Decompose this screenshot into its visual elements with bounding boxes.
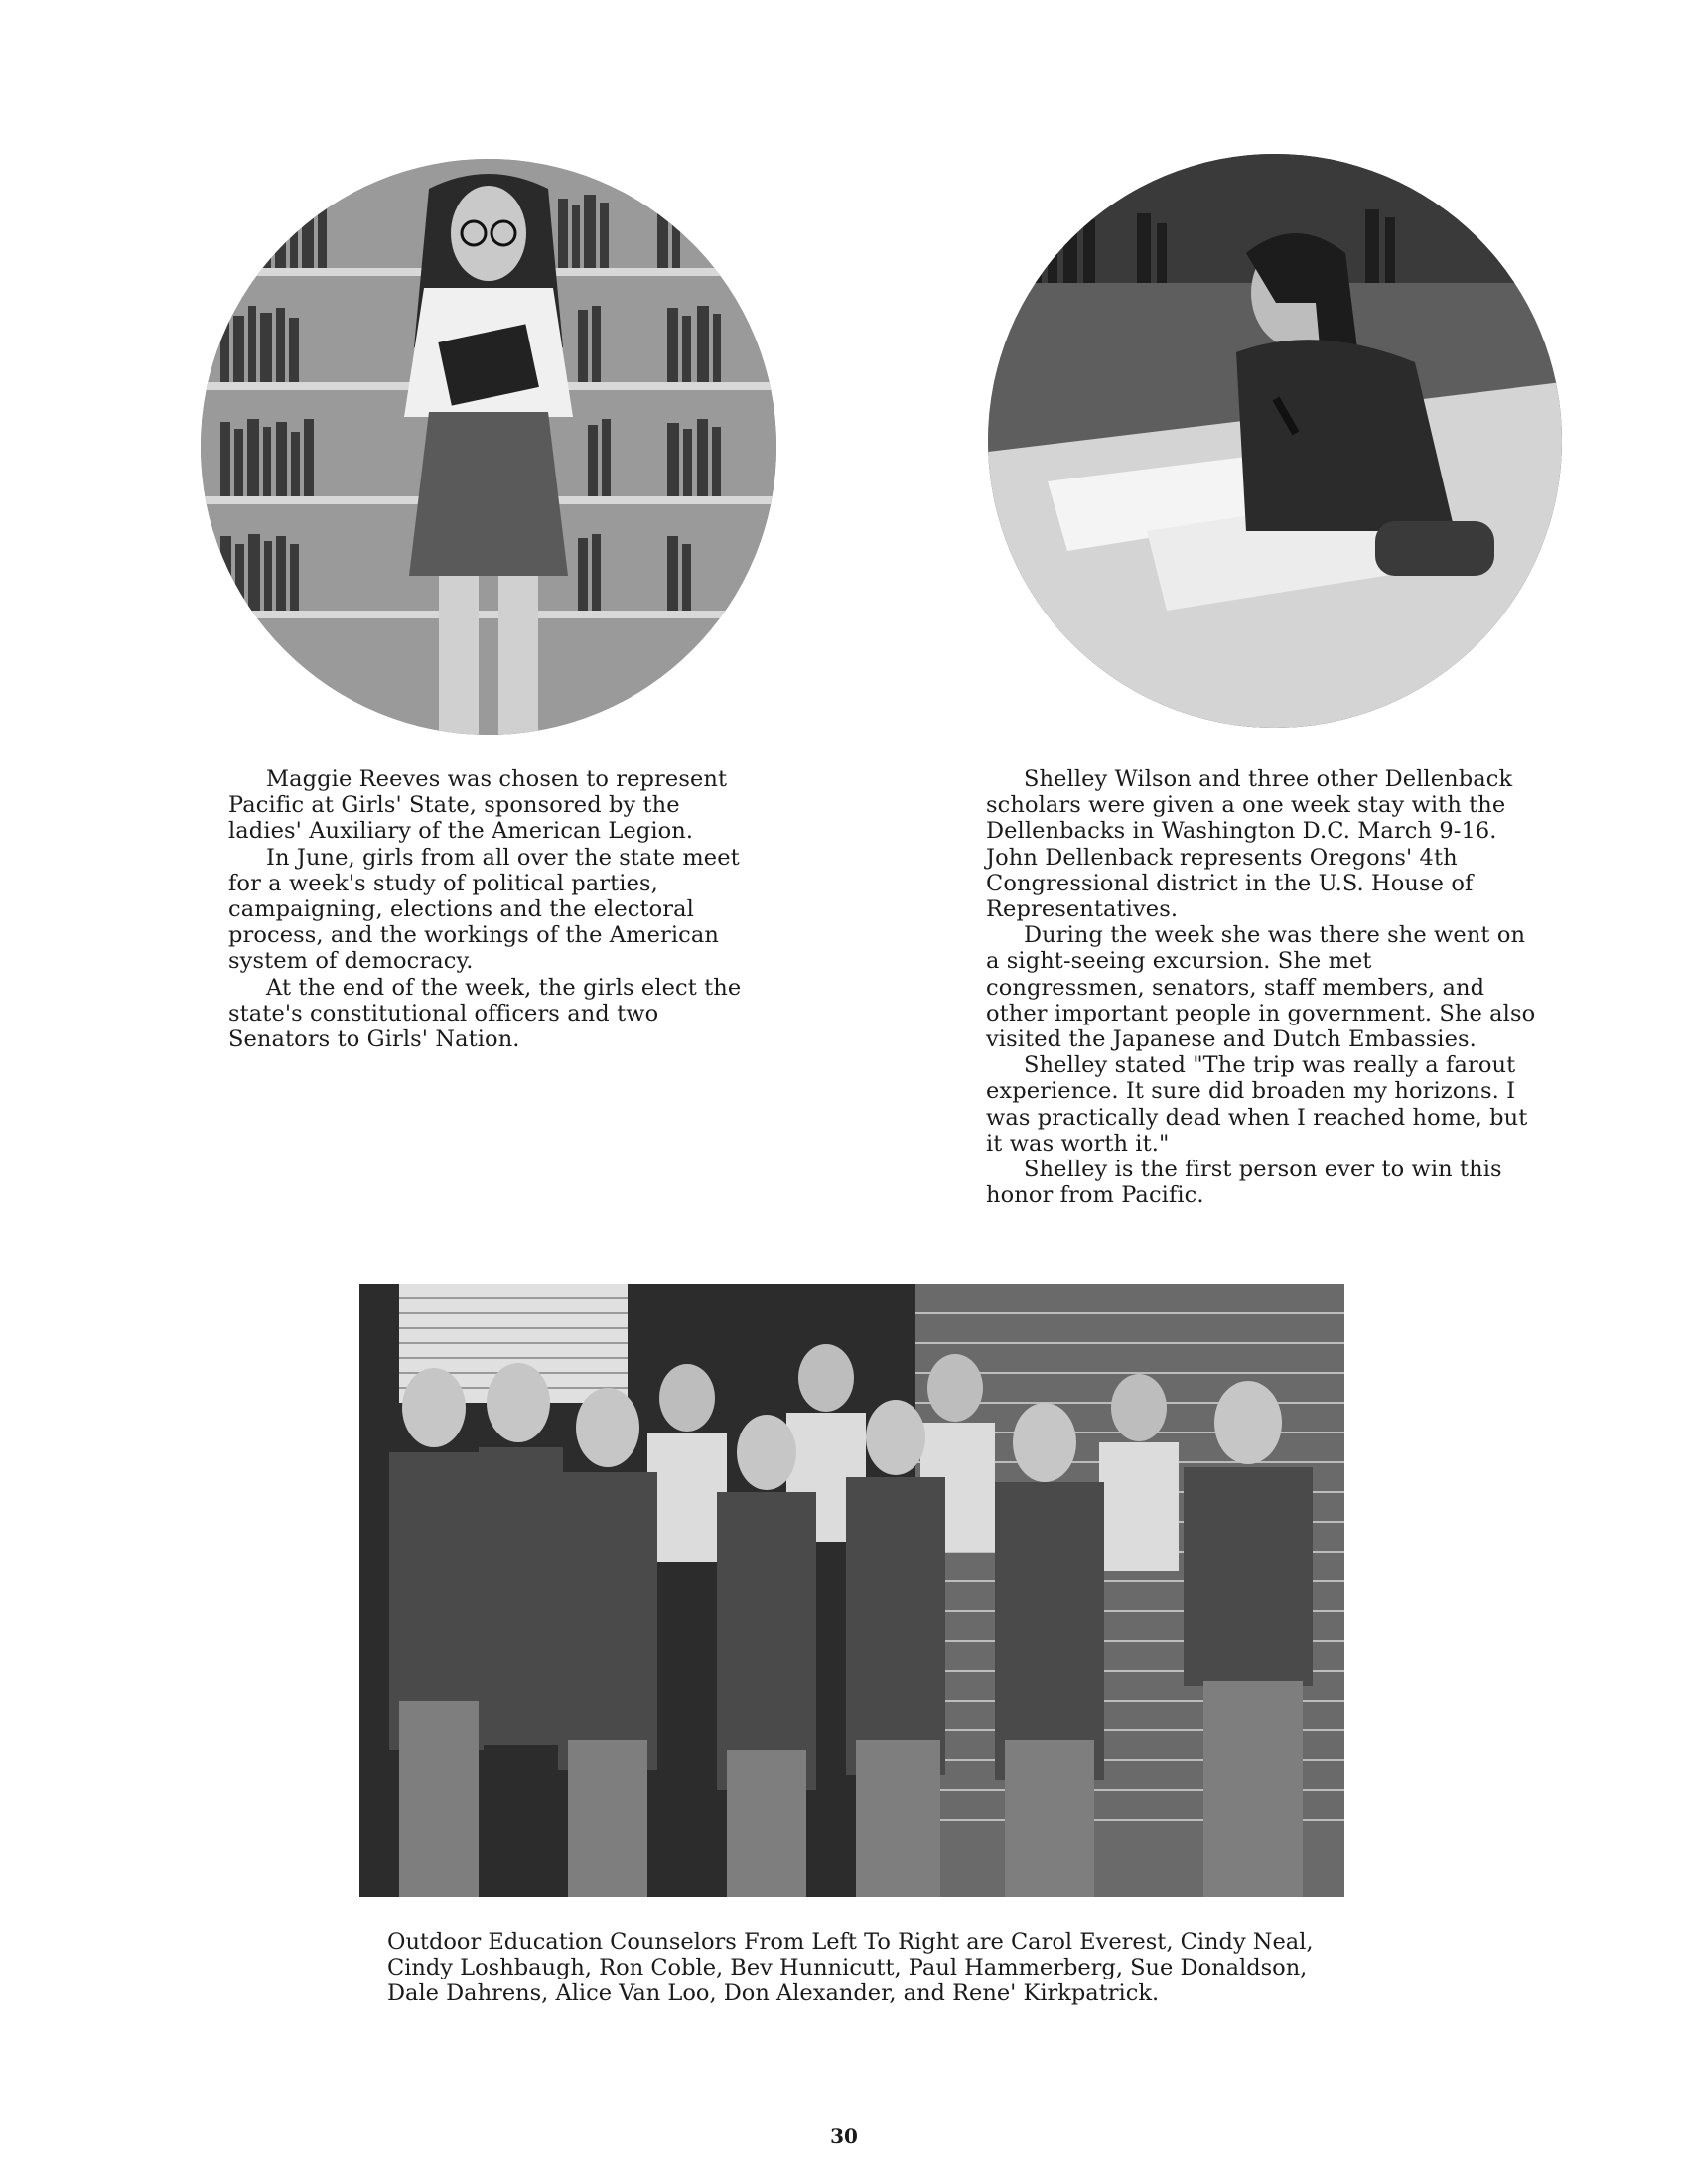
library-scene-image [201,159,776,735]
group-photo-caption: Outdoor Education Counselors From Left To Right are Carol Everest, Cindy Neal, Cindy Loshbaugh, Ron Coble, Bev Hunnicutt, Paul Hammerberg, Sue Donaldson, Dale Dahrens, Alice Van Loo, Don Alexander, and Rene' Kirkpatrick. [387,1929,1314,2007]
dellenback-scholar-story [986,766,1537,1208]
group-of-students-photo [359,1284,1344,1897]
story-paragraph: Shelley Wilson and three other Dellenback scholars were given a one week stay with the Dellenbacks in Washington D.C. March 9-16. John Dellenback represents Oregons' 4th Congressional district in the U.S. House of Representatives. [986,766,1513,923]
girl-reading-in-library-photo [201,159,776,735]
story-paragraph: Shelley stated "The trip was really a farout experience. It sure did broaden my horizons. I was practically dead when I reached home, but it was worth it." [986,1052,1528,1157]
desk-scene-image [988,154,1562,728]
girls-state-story [228,766,760,1052]
page-number: 30 [830,2124,858,2148]
story-paragraph: In June, girls from all over the state meet for a week's study of political parties, campaigning, elections and the electoral process, and the workings of the American system of democracy. [228,844,740,975]
outdoor-education-counselors-image [359,1284,1344,1897]
story-paragraph: Maggie Reeves was chosen to represent Pacific at Girls' State, sponsored by the ladies' Auxiliary of the American Legion. [228,766,728,845]
story-paragraph: During the week she was there she went on a sight-seeing excursion. She met congressmen, senators, staff members, and other important people in government. She also visited the Japanese and Dutch Embassies. [986,922,1536,1053]
story-paragraph: Shelley is the first person ever to win this honor from Pacific. [986,1157,1502,1209]
girl-writing-at-desk-photo [988,154,1562,728]
story-paragraph: At the end of the week, the girls elect the state's constitutional officers and two Senators to Girls' Nation. [228,974,742,1053]
